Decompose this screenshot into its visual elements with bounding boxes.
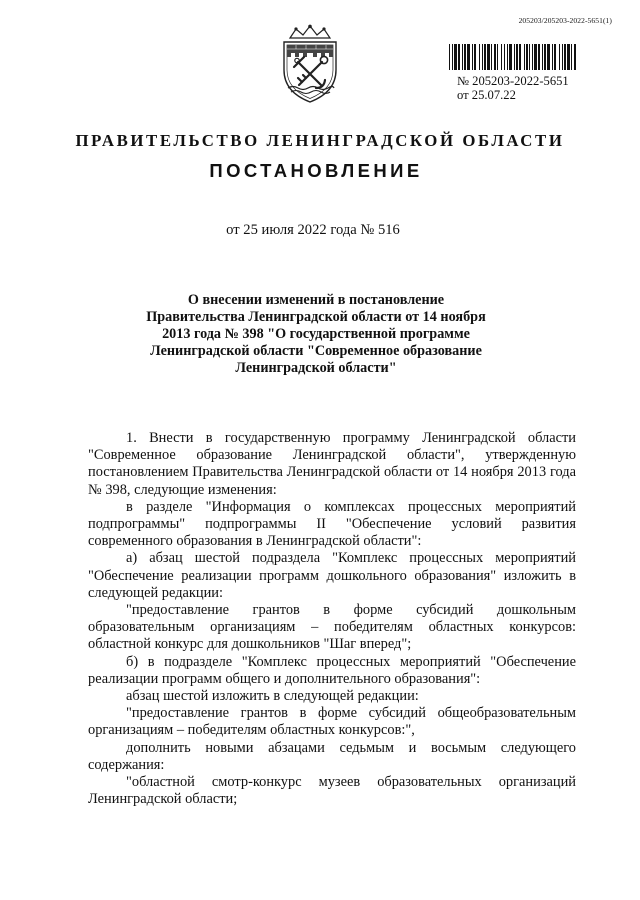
- body-paragraph: 1. Внести в государственную программу Ленинградской области "Современное образование Ленинградской области", утвержденную постановлением Правительства Ленинградской области от 14 ноября 2013 года № 398, следующие изменения:: [88, 430, 576, 498]
- government-title: ПРАВИТЕЛЬСТВО ЛЕНИНГРАДСКОЙ ОБЛАСТИ: [75, 131, 565, 150]
- subject-line: Ленинградской области "Современное образование: [150, 343, 482, 359]
- document-body: [88, 430, 576, 808]
- document-type-title: ПОСТАНОВЛЕНИЕ: [209, 160, 423, 181]
- body-paragraph: а) абзац шестой подраздела "Комплекс процессных мероприятий "Обеспечение реализации программ дошкольного образования" изложить в следующей редакции:: [88, 550, 576, 601]
- registration-block: [457, 74, 569, 102]
- body-paragraph: "предоставление грантов в форме субсидий общеобразовательным организациям – победителям областных конкурсов:",: [88, 705, 576, 739]
- resolution-subject: [130, 292, 502, 377]
- subject-line: 2013 года № 398 "О государственной программе: [162, 326, 470, 342]
- body-paragraph: абзац шестой изложить в следующей редакции:: [126, 688, 419, 705]
- body-paragraph: дополнить новыми абзацами седьмым и восьмым следующего содержания:: [88, 739, 576, 773]
- registration-date: от 25.07.22: [457, 88, 516, 102]
- subject-line: Правительства Ленинградской области от 14 ноября: [146, 309, 486, 325]
- body-paragraph: "предоставление грантов в форме субсидий дошкольным образовательным организациям – победителям областных конкурсов: областной конкурс для дошкольников "Шаг вперед";: [88, 602, 576, 653]
- document-code: 205203/205203-2022-5651(1): [518, 16, 612, 25]
- registration-number: № 205203-2022-5651: [457, 74, 569, 88]
- body-paragraph: в разделе "Информация о комплексах процессных мероприятий подпрограммы" подпрограммы II "Обеспечение условий развития современного образования в Ленинградской области":: [88, 498, 576, 550]
- subject-line: Ленинградской области": [235, 360, 397, 376]
- coat-of-arms-icon: [276, 24, 344, 104]
- subject-line: О внесении изменений в постановление: [187, 292, 445, 308]
- resolution-date-number: от 25 июля 2022 года № 516: [226, 222, 400, 238]
- body-paragraph: б) в подразделе "Комплекс процессных мероприятий "Обеспечение реализации программ общего и дополнительного образования":: [88, 653, 576, 687]
- body-paragraph: "областной смотр-конкурс музеев образовательных организаций Ленинградской области;: [88, 774, 576, 808]
- barcode-icon: [449, 44, 577, 70]
